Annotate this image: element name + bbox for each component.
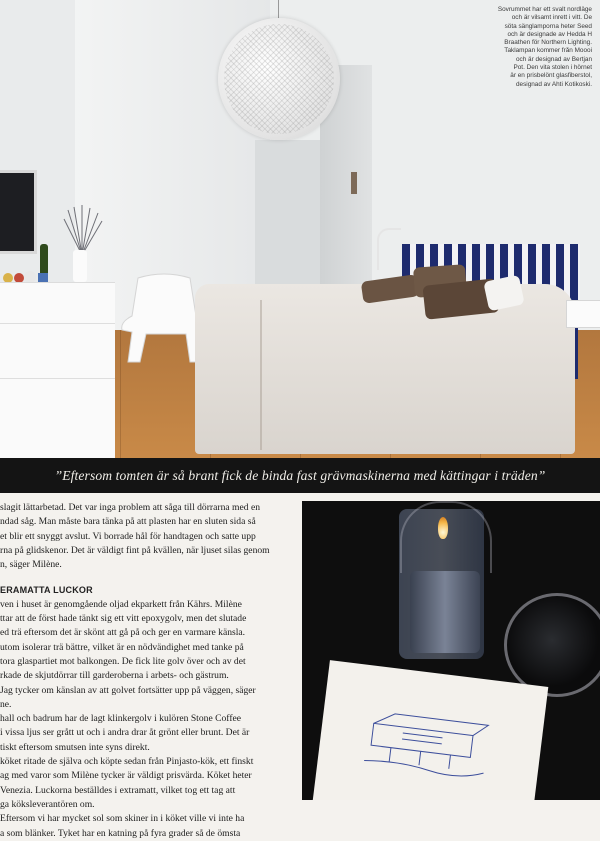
article-line: ndad såg. Man måste bara tänka på att plasten har en sluten sida så xyxy=(0,516,256,528)
caption-line: och är designade av Hedda H xyxy=(507,30,592,38)
caption-line: är en prisbelönt glasfiberstol, xyxy=(510,72,592,80)
article-line: ag med varor som Milène tycker är väldigt prisvärda. Köket heter xyxy=(0,770,252,782)
article-line: tiskt eftersom smutsen inte syns direkt. xyxy=(0,741,150,753)
photo-caption xyxy=(432,6,592,89)
caption-line: och är vilsamt inrett i vitt. De xyxy=(511,14,592,22)
caption-line: Sovrummet har ett svalt nordläge xyxy=(497,6,592,13)
article-line: ttar att de först hade tänkt sig ett vitt epoxygolv, men det slutade xyxy=(0,613,247,625)
candle-flame xyxy=(438,517,448,539)
article-line: ven i huset är genomgående oljad ekparkett från Kährs. Milène xyxy=(0,598,242,610)
nightstand xyxy=(566,300,600,328)
vase xyxy=(73,250,87,282)
pendant-lamp xyxy=(218,18,340,140)
caption-line: söta sänglamporna heter Seed xyxy=(504,22,592,30)
article-line: n, säger Milène. xyxy=(0,559,62,571)
caption-line: Taklampan kommer från Moooi xyxy=(504,47,592,55)
caption-line: Braathen för Northern Lighting. xyxy=(504,39,592,47)
article-line: Venezia. Luckorna beställdes i extramatt, vilket tog ett tag att xyxy=(0,784,236,796)
candle-holder xyxy=(410,571,480,653)
bedspread-fold xyxy=(260,300,262,450)
caption-line: Pot. Den vita stolen i hörnet xyxy=(513,64,592,72)
article-text xyxy=(0,501,295,841)
doorway xyxy=(255,140,320,300)
glass-bowl xyxy=(504,593,600,697)
section-heading: ERAMATTA LUCKOR xyxy=(0,585,93,596)
article-line: Jag tycker om känslan av att golvet fortsätter upp på väggen, säger xyxy=(0,684,256,696)
article-line: a som blänker. Tyket har en katning på fyra grader så de ömsta xyxy=(0,827,241,839)
lavender-plant xyxy=(60,205,104,255)
article-line: et blir ett snyggt avslut. Vi borrade hål för handtagen och satte upp xyxy=(0,530,256,542)
pull-quote: ”Eftersom tomten är så brant fick de binda fast grävmaskinerna med kättingar i träden” xyxy=(54,468,546,483)
article-line: i vissa ljus ser grått ut och i andra drar åt grönt eller brunt. Det är xyxy=(0,727,250,739)
article-line: ne. xyxy=(0,698,12,710)
sideboard-seam xyxy=(0,378,115,379)
article-line: rkade de skjutdörrar till garderoberna i arbets- och gästrum. xyxy=(0,670,229,682)
article-line: ga köksleverantören om. xyxy=(0,798,95,810)
article-line: tora glaspartiet mot balkongen. De fick lite golv över och av det xyxy=(0,655,246,667)
reading-lamp xyxy=(377,228,401,270)
article-line: köket ritade de själva och köpte sedan från Pinjasto-kök, ett finskt xyxy=(0,756,254,768)
caption-line: och är designad av Bertjan xyxy=(515,55,592,63)
article-line: utom isolerar trä bättre, vilket är en nödvändighet med tanke på xyxy=(0,641,244,653)
article-line: ed trä eftersom det är skönt att gå på och ger en varmare känsla. xyxy=(0,627,246,639)
article-line: slagit lättarbetad. Det var inga problem att såga till dörrarna med en xyxy=(0,502,261,513)
article-line: rna på glidskenor. Det är väldigt fint på kvällen, när ljuset silas genom xyxy=(0,544,270,556)
article-line: Eftersom vi har mycket sol som skiner in i köket ville vi inte ha xyxy=(0,813,245,825)
sideboard-seam xyxy=(0,323,115,324)
wall-lamp xyxy=(351,172,357,194)
article-line: hall och badrum har de lagt klinkergolv i kulören Stone Coffee xyxy=(0,713,242,725)
caption-line: designad av Ahti Kotikoski. xyxy=(515,80,592,88)
sideboard xyxy=(0,282,115,458)
pendant-cord xyxy=(278,0,279,20)
bed xyxy=(195,284,575,454)
tv xyxy=(0,170,37,254)
candle-photo xyxy=(302,501,600,800)
